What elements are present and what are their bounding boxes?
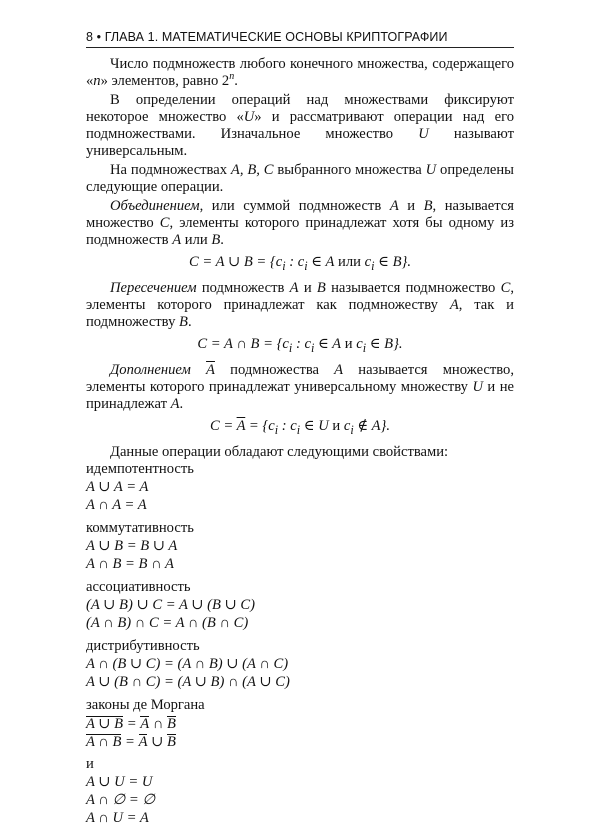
formula-intersection: C = A ∩ $B = \{c_i$ : $c_i$ ∈ A и $c_i$ ∈ B}. (197, 335, 403, 355)
paragraph-intersection: Пересечением подмножеств A и B называется подмножество C, элементы которого принадлежат как подмножеству A, так и подмножеству B. (86, 279, 514, 330)
paragraph-union: Объединением, или суммой подмножеств A и B, называется множество C, элементы которого принадлежат хотя бы одному из подмножеств A или B. (86, 198, 514, 248)
law-universal-intersection: A ∩ U = A (86, 809, 149, 826)
paragraph-complement: Дополнением $\overline{A}$ подмножества A называется множество, элементы которого принадлежат универсальному множеству U и не принадлежат A. (86, 361, 514, 412)
property-associativity: ассоциативность (86, 578, 191, 595)
law-distributivity-2: A ∪ (B ∩ C) = (A ∪ B) ∩ (A ∪ C) (86, 673, 290, 690)
law-commutativity-intersection: A ∩ B = B ∩ A (86, 555, 174, 572)
law-idempotence-union: A ∪ A = A (86, 478, 149, 495)
paragraph-universal-set: В определении операций над множествами фиксируют некоторое множество «U» и рассматривают операции над его подмножествами. Изначальное множество U называют универсальным. (86, 92, 515, 159)
property-de-morgan: законы де Моргана (86, 696, 205, 713)
law-empty-intersection: A ∩ ∅ = ∅ (86, 791, 156, 808)
law-universal-union: A ∪ U = U (86, 773, 153, 790)
formula-complement: $C = \overline{A} = \{c_i$ : $c_i$ ∈ U и $c_i$ ∉ A}. (209, 417, 391, 437)
term-complement: Дополнением (110, 361, 191, 378)
law-associativity-intersection: (A ∩ B) ∩ C = A ∩ (B ∩ C) (86, 614, 249, 631)
law-distributivity-1: A ∩ (B ∪ C) = (A ∩ B) ∪ (A ∩ C) (86, 655, 289, 672)
chapter-label: ГЛАВА 1. (104, 30, 159, 44)
law-commutativity-union: A ∪ B = B ∪ A (86, 537, 178, 554)
formula-union: C = A ∪ $B = \{c_i$ : $c_i$ ∈ A или $c_i$ ∈ B}. (189, 254, 411, 273)
page-body (86, 56, 514, 827)
running-header (86, 30, 514, 48)
page-number: 8 (86, 30, 94, 44)
property-idempotence: идемпотентность (86, 460, 194, 477)
law-de-morgan-2: A ∩ B = A ∪ B (86, 733, 176, 750)
law-associativity-union: (A ∪ B) ∪ C = A ∪ (B ∪ C) (86, 596, 256, 613)
chapter-title: МАТЕМАТИЧЕСКИЕ ОСНОВЫ КРИПТОГРАФИИ (161, 30, 448, 44)
paragraph-operations-intro: На подмножествах A, B, C выбранного множества U определены следующие операции. (86, 162, 514, 195)
property-commutativity: коммутативность (86, 519, 194, 536)
law-de-morgan-1: A ∪ B = A ∩ B (86, 715, 176, 732)
property-distributivity: дистрибутивность (86, 637, 200, 654)
law-idempotence-intersection: A ∩ A = A (86, 496, 147, 513)
header-bullet: • (96, 30, 102, 44)
paragraph-subset-count: Число подмножеств любого конечного множества, содержащего «n» элементов, равно 2$^n$. (86, 56, 514, 89)
term-intersection: Пересечением (110, 279, 197, 296)
property-and: и (86, 755, 94, 772)
paragraph-properties-intro: Данные операции обладают следующими свойствами: (110, 443, 449, 460)
term-union: Объединением (110, 198, 200, 214)
